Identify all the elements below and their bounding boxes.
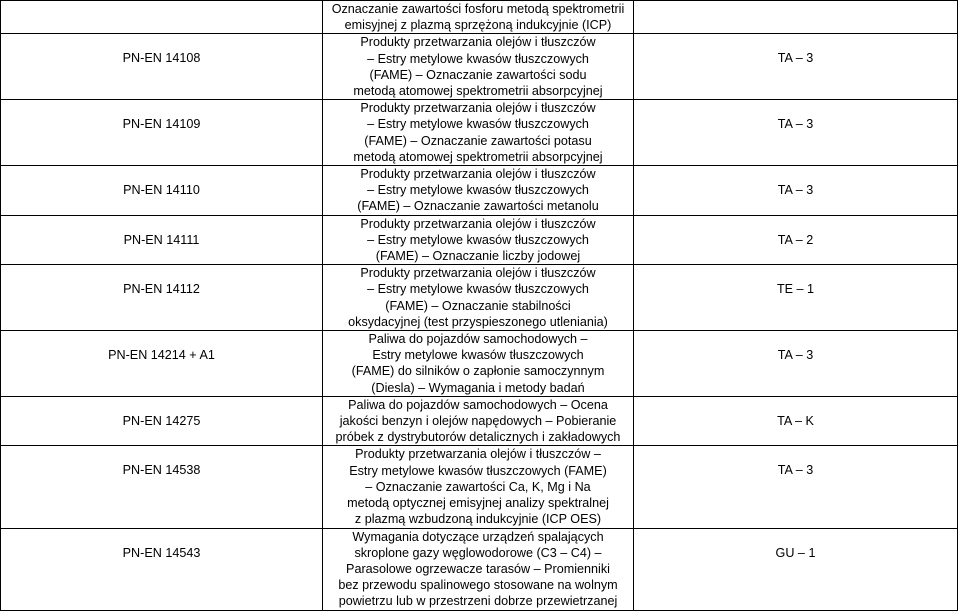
standard-title-line: próbek z dystrybutorów detalicznych i zakładowych <box>335 430 621 445</box>
technical-committee-code: TA – 3 <box>777 463 814 478</box>
standard-title-line: emisyjnej z plazmą sprzężoną indukcyjnie (ICP) <box>344 18 612 33</box>
standard-number: PN-EN 14110 <box>123 183 200 198</box>
standard-number-cell <box>1 215 323 265</box>
table-row <box>1 265 958 331</box>
standard-number-cell <box>1 446 323 528</box>
technical-committee-cell <box>634 446 958 528</box>
standard-number-cell <box>1 166 323 216</box>
table-row <box>1 396 958 446</box>
standard-number-cell <box>1 396 323 446</box>
standard-title-line: (FAME) – Oznaczanie liczby jodowej <box>375 249 581 264</box>
table-row <box>1 446 958 528</box>
standard-number-cell <box>1 1 323 34</box>
technical-committee-cell <box>634 396 958 446</box>
table-row <box>1 1 958 34</box>
standard-number-cell <box>1 100 323 166</box>
standard-title-cell <box>323 34 634 100</box>
standard-title-cell <box>323 1 634 34</box>
standard-title-line: – Estry metylowe kwasów tłuszczowych <box>367 282 589 297</box>
standard-title-cell <box>323 215 634 265</box>
standard-number-cell <box>1 34 323 100</box>
standard-title-line: metodą atomowej spektrometrii absorpcyjnej <box>353 149 603 164</box>
table-row <box>1 166 958 216</box>
standard-title-line: (FAME) – Oznaczanie zawartości metanolu <box>357 199 599 214</box>
technical-committee-cell <box>634 166 958 216</box>
standard-title-line: bez przewodu spalinowego stosowane na wolnym <box>338 578 618 593</box>
standard-title-line: Produkty przetwarzania olejów i tłuszczów <box>360 216 596 231</box>
standard-title-line: Parasolowe ogrzewacze tarasów – Promienniki <box>346 561 610 576</box>
technical-committee-cell <box>634 34 958 100</box>
standard-title-line: Estry metylowe kwasów tłuszczowych (FAME) <box>349 463 607 478</box>
standard-title-line: Produkty przetwarzania olejów i tłuszczów <box>360 101 596 116</box>
standard-title-line: – Estry metylowe kwasów tłuszczowych <box>367 232 589 247</box>
standard-title-line: jakości benzyn i olejów napędowych – Pobieranie <box>339 414 617 429</box>
standard-title-line: metodą atomowej spektrometrii absorpcyjnej <box>353 84 603 99</box>
standard-title-line: – Oznaczanie zawartości Ca, K, Mg i Na <box>365 479 591 494</box>
standard-title-line: Oznaczanie zawartości fosforu metodą spektrometrii <box>331 2 625 16</box>
technical-committee-cell <box>634 1 958 34</box>
technical-committee-code: GU – 1 <box>775 545 816 560</box>
standard-number-cell <box>1 265 323 331</box>
standard-number: PN-EN 14109 <box>122 117 201 132</box>
technical-committee-cell <box>634 215 958 265</box>
table-row <box>1 528 958 610</box>
standard-title-line: (FAME) – Oznaczanie zawartości potasu <box>364 133 592 148</box>
standard-title-cell <box>323 446 634 528</box>
technical-committee-code: TA – K <box>777 413 814 428</box>
standard-title-line: oksydacyjnej (test przyspieszonego utleniania) <box>348 314 608 329</box>
standard-title-line: – Estry metylowe kwasów tłuszczowych <box>367 117 589 132</box>
standard-number: PN-EN 14112 <box>123 282 200 297</box>
standard-title-line: skroplone gazy węglowodorowe (C3 – C4) – <box>354 545 602 560</box>
table-row <box>1 100 958 166</box>
standard-title-cell <box>323 331 634 397</box>
standard-number-cell <box>1 528 323 610</box>
standard-title-line: – Estry metylowe kwasów tłuszczowych <box>367 183 589 198</box>
standard-number: PN-EN 14214 + A1 <box>108 348 215 363</box>
standard-title-line: Paliwa do pojazdów samochodowych – <box>368 332 588 347</box>
table-row <box>1 215 958 265</box>
standard-title-line: Produkty przetwarzania olejów i tłuszczów <box>360 167 596 182</box>
technical-committee-code: TA – 3 <box>777 348 814 363</box>
standard-title-line: (FAME) do silników o zapłonie samoczynnym <box>351 364 605 379</box>
technical-committee-cell <box>634 528 958 610</box>
standard-title-line: Produkty przetwarzania olejów i tłuszczów <box>360 266 596 281</box>
technical-committee-cell <box>634 331 958 397</box>
standard-number: PN-EN 14111 <box>123 232 200 247</box>
standard-title-cell <box>323 396 634 446</box>
standard-title-cell <box>323 100 634 166</box>
technical-committee-cell <box>634 265 958 331</box>
table-row <box>1 331 958 397</box>
technical-committee-code: TA – 3 <box>777 117 814 132</box>
standard-title-line: Estry metylowe kwasów tłuszczowych <box>372 348 584 363</box>
technical-committee-cell <box>634 100 958 166</box>
standard-title-line: (Diesla) – Wymagania i metody badań <box>371 380 585 395</box>
standards-table-body <box>1 1 958 611</box>
standard-title-line: Wymagania dotyczące urządzeń spalających <box>352 529 604 544</box>
standard-title-line: metodą optycznej emisyjnej analizy spektralnej <box>347 496 609 511</box>
technical-committee-code: TA – 3 <box>777 183 814 198</box>
standard-title-line: Paliwa do pojazdów samochodowych – Ocena <box>348 397 608 412</box>
standard-title-line: z plazmą wzbudzoną indukcyjnie (ICP OES) <box>354 512 602 527</box>
standard-number-cell <box>1 331 323 397</box>
standard-title-cell <box>323 265 634 331</box>
standard-title-cell <box>323 528 634 610</box>
technical-committee-code: TE – 1 <box>776 282 815 297</box>
standard-number: PN-EN 14538 <box>122 463 201 478</box>
standard-title-line: (FAME) – Oznaczanie stabilności <box>385 298 571 313</box>
standard-title-line: (FAME) – Oznaczanie zawartości sodu <box>369 67 587 82</box>
table-row <box>1 34 958 100</box>
standard-title-line: – Estry metylowe kwasów tłuszczowych <box>367 51 589 66</box>
standard-title-line: powietrzu lub w przestrzeni dobrze przewietrzanej <box>338 594 618 609</box>
standard-number: PN-EN 14275 <box>122 413 201 428</box>
standard-number: PN-EN 14543 <box>122 545 201 560</box>
technical-committee-code: TA – 2 <box>777 232 814 247</box>
standard-number: PN-EN 14108 <box>122 51 201 66</box>
standard-title-cell <box>323 166 634 216</box>
technical-committee-code: TA – 3 <box>777 51 814 66</box>
standard-title-line: Produkty przetwarzania olejów i tłuszczów <box>360 35 596 50</box>
standard-title-line: Produkty przetwarzania olejów i tłuszczów – <box>355 447 601 462</box>
